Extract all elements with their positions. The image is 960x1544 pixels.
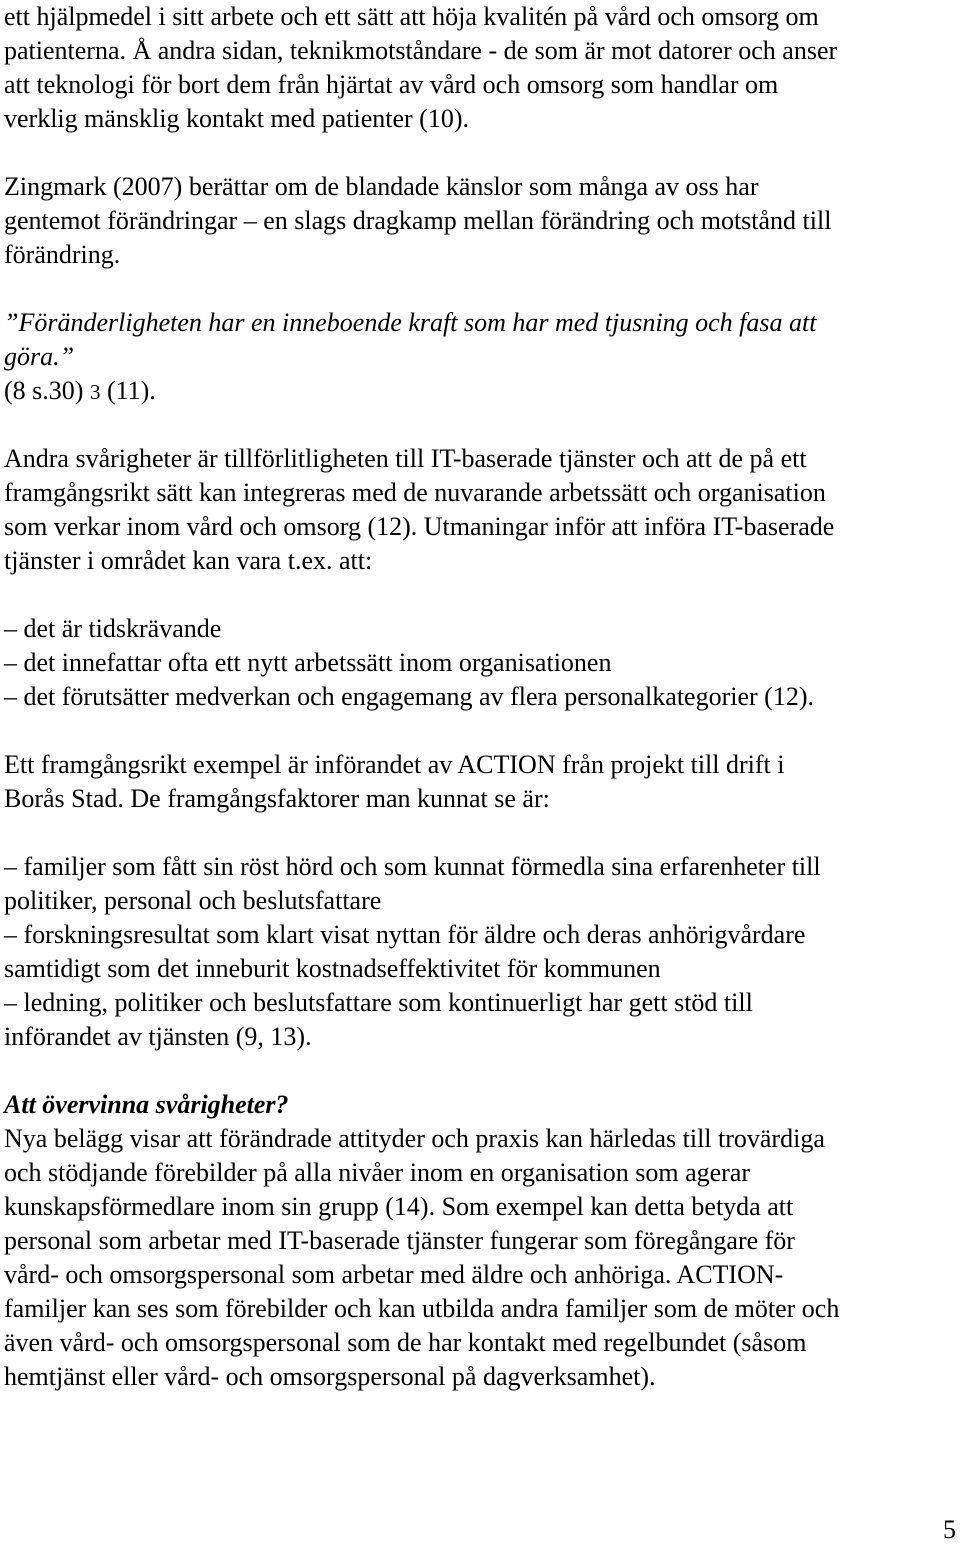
list-item: – ledning, politiker och beslutsfattare som kontinuerligt har gett stöd till (4, 988, 753, 1017)
paragraph-1-line: ett hjälpmedel i sitt arbete och ett sätt att höja kvalitén på vård och omsorg om (4, 2, 819, 31)
list-item: – familjer som fått sin röst hörd och som kunnat förmedla sina erfarenheter till (4, 852, 821, 881)
quote-citation (4, 374, 156, 408)
citation-reference: (8 s.30) (4, 376, 90, 405)
list-item: införandet av tjänsten (9, 13). (4, 1022, 312, 1051)
paragraph-5-line: personal som arbetar med IT-baserade tjänster fungerar som föregångare för (4, 1226, 795, 1255)
paragraph-3-line: Andra svårigheter är tillförlitligheten till IT-baserade tjänster och att de på ett (4, 444, 807, 473)
list-item: – det förutsätter medverkan och engagemang av flera personalkategorier (12). (4, 682, 814, 711)
paragraph-2-line: gentemot förändringar – en slags dragkamp mellan förändring och motstånd till (4, 206, 832, 235)
paragraph-3-line: framgångsrikt sätt kan integreras med de nuvarande arbetssätt och organisation (4, 478, 826, 507)
list-item: – det är tidskrävande (4, 614, 222, 643)
paragraph-5-line: även vård- och omsorgspersonal som de har kontakt med regelbundet (såsom (4, 1328, 807, 1357)
quote-line: göra.” (4, 342, 75, 371)
paragraph-5-line: Nya belägg visar att förändrade attityder och praxis kan härledas till trovärdiga (4, 1124, 825, 1153)
paragraph-3-line: som verkar inom vård och omsorg (12). Utmaningar inför att införa IT-baserade (4, 512, 835, 541)
footnote-marker: 3 (89, 380, 101, 404)
list-item: – det innefattar ofta ett nytt arbetssätt inom organisationen (4, 648, 612, 677)
section-heading: Att övervinna svårigheter? (4, 1090, 289, 1119)
list-item: politiker, personal och beslutsfattare (4, 886, 382, 915)
list-item: samtidigt som det inneburit kostnadseffektivitet för kommunen (4, 954, 661, 983)
paragraph-5-line: familjer kan ses som förebilder och kan utbilda andra familjer som de möter och (4, 1294, 840, 1323)
paragraph-2-line: Zingmark (2007) berättar om de blandade känslor som många av oss har (4, 172, 759, 201)
quote-line: ”Föränderligheten har en inneboende kraft som har med tjusning och fasa att (4, 308, 817, 337)
paragraph-5-line: hemtjänst eller vård- och omsorgspersonal på dagverksamhet). (4, 1362, 656, 1391)
paragraph-2-line: förändring. (4, 240, 121, 269)
paragraph-4-line: Ett framgångsrikt exempel är införandet av ACTION från projekt till drift i (4, 750, 785, 779)
paragraph-5-line: kunskapsförmedlare inom sin grupp (14). Som exempel kan detta betyda att (4, 1192, 794, 1221)
list-item: – forskningsresultat som klart visat nyttan för äldre och deras anhörigvårdare (4, 920, 806, 949)
paragraph-1-line: att teknologi för bort dem från hjärtat av vård och omsorg som handlar om (4, 70, 779, 99)
citation-reference-number: (11). (100, 376, 156, 405)
paragraph-4-line: Borås Stad. De framgångsfaktorer man kunnat se är: (4, 784, 550, 813)
page-number: 5 (943, 1515, 956, 1544)
paragraph-3-line: tjänster i området kan vara t.ex. att: (4, 546, 373, 575)
paragraph-5-line: vård- och omsorgspersonal som arbetar med äldre och anhöriga. ACTION- (4, 1260, 784, 1289)
paragraph-5-line: och stödjande förebilder på alla nivåer inom en organisation som agerar (4, 1158, 751, 1187)
paragraph-1-line: verklig mänsklig kontakt med patienter (10). (4, 104, 469, 133)
paragraph-1-line: patienterna. Å andra sidan, teknikmotståndare - de som är mot datorer och anser (4, 36, 838, 65)
